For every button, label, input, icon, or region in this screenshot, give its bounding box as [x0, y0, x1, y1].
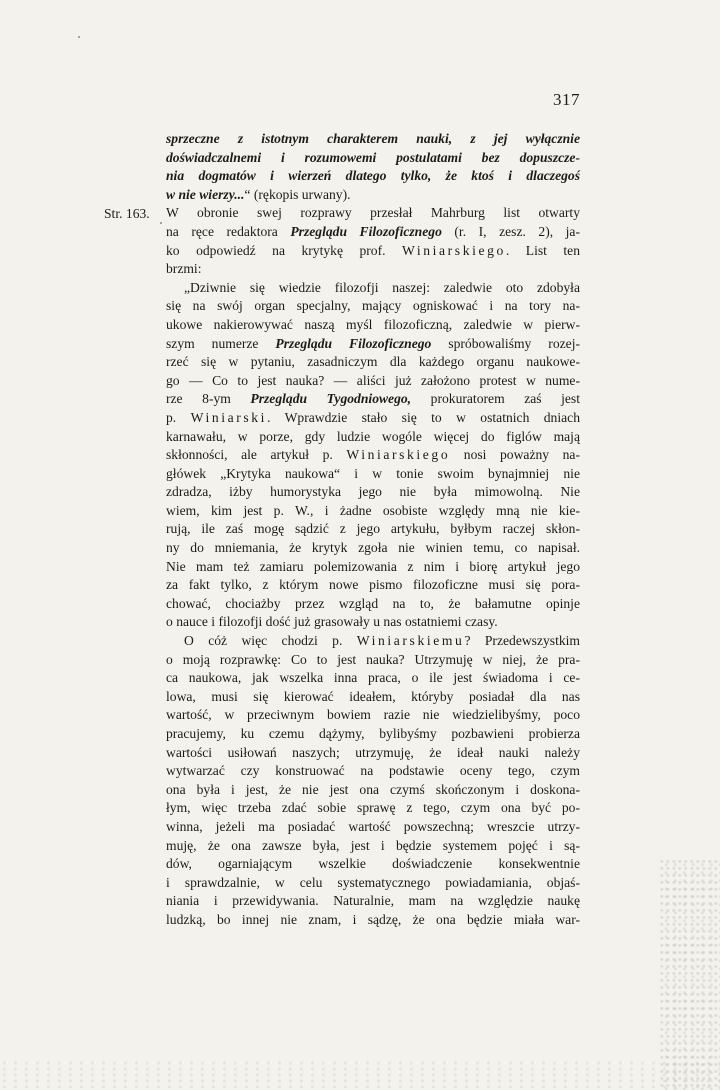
text-line: [166, 520, 580, 539]
italic-text: Przeglądu Filozoficznego: [290, 223, 442, 239]
text-segment: go — Co to jest nauka? — aliści już założono protest w nume-: [166, 372, 580, 388]
text-segment: rzeć się w pytaniu, zasadniczym dla każdego organu naukowe-: [166, 354, 580, 370]
text-segment: wartość, w przeciwnym bowiem razie nie wiedzielibyśmy, poco: [166, 707, 580, 723]
text-line: [166, 558, 580, 577]
text-segment: niania i przewidywania. Naturalnie, mam na względzie naukę: [166, 893, 580, 909]
text-line: [166, 409, 580, 428]
text-segment: ca naukowa, jak wszelka inna praca, o ile jest świadoma i ce-: [166, 670, 580, 686]
text-segment: . Wprawdzie stało się to w ostatnich dniach: [267, 409, 580, 425]
text-line: [166, 149, 580, 168]
text-line: [166, 372, 580, 391]
text-line: [166, 874, 580, 893]
text-line: [166, 390, 580, 409]
print-speck: [160, 222, 162, 224]
text-segment: ludzką, bo innej nie znam, i sądzę, że ona będzie miała war-: [166, 911, 580, 927]
text-segment: “ (rękopis urwany).: [244, 186, 351, 202]
text-line: [166, 465, 580, 484]
text-segment: o nauce i filozofji dość już grasowały u nas ostatniemi czasy.: [166, 614, 498, 630]
text-line: [166, 762, 580, 781]
text-line: [166, 316, 580, 335]
text-segment: ko odpowiedź na krytykę prof.: [166, 242, 403, 258]
text-line: [166, 781, 580, 800]
text-line: [166, 186, 580, 205]
text-line: [166, 279, 580, 298]
italic-text: nia dogmatów i wierzeń dlatego tylko, że ktoś i dlaczegoś: [166, 168, 580, 184]
text-line: [166, 539, 580, 558]
italic-text: sprzeczne z istotnym charakterem nauki, z jej wyłącznie: [166, 131, 580, 146]
text-line: [166, 688, 580, 707]
text-segment: dów, ogarniającym wszelkie doświadczenie konsekwentnie: [166, 856, 580, 872]
text-segment: O cóż więc chodzi p.: [184, 633, 357, 649]
text-segment: wytwarzać czy konstruować na podstawie oceny tego, czym: [166, 763, 580, 779]
text-segment: główek „Krytyka naukowa“ i w tonie swoim bynajmniej nie: [166, 465, 580, 481]
text-line: [166, 818, 580, 837]
italic-text: Przeglądu Filozoficznego: [275, 335, 432, 351]
text-segment: ona była i jest, że nie jest ona czymś skończonym i doskona-: [166, 781, 580, 797]
text-line: [166, 706, 580, 725]
text-line: [166, 911, 580, 930]
text-segment: zdradza, iżby humorystyka jego nie była mimowolną. Nie: [166, 484, 580, 500]
text-segment: rują, ile zaś mogę sądzić z jego artykułu, byłbym raczej skłon-: [166, 521, 580, 537]
text-line: [166, 204, 580, 223]
text-segment: za fakt tylko, z którym nowe pismo filozoficzne musi się pora-: [166, 577, 580, 593]
text-segment: na ręce redaktora: [166, 223, 291, 239]
text-line: [166, 651, 580, 670]
text-line: [166, 837, 580, 856]
text-segment: i sprawdzalnie, w celu systematycznego powiadamiania, objaś-: [166, 874, 580, 890]
paper-edge-noise: [660, 860, 720, 1090]
text-line: [166, 483, 580, 502]
italic-text: Przeglądu Tygodniowego,: [250, 391, 412, 407]
body-text: [166, 130, 580, 930]
spaced-name: Winiarskiego: [402, 242, 506, 258]
paper-bottom-noise: [0, 1060, 720, 1090]
text-line: [166, 446, 580, 465]
spaced-name: Winiarskiemu: [356, 633, 465, 649]
text-segment: ? Przedewszystkim: [464, 633, 581, 649]
text-segment: ny do mniemania, że krytyk zgoła nie winien temu, co napisał.: [166, 540, 580, 556]
text-segment: się na swój organ specjalny, mający ogniskować i na tory na-: [166, 298, 580, 314]
margin-note: Str. 163.: [104, 206, 150, 221]
text-segment: p.: [166, 409, 191, 425]
text-line: [166, 576, 580, 595]
text-line: [166, 632, 580, 651]
text-segment: (r. I, zesz. 2), ja-: [441, 223, 580, 239]
text-segment: spróbowaliśmy rozej-: [431, 335, 580, 351]
text-line: [166, 892, 580, 911]
text-segment: chować, chociażby przez wzgląd na to, że bałamutne opinje: [166, 595, 580, 611]
text-segment: skłonności, ale artykuł p.: [166, 447, 347, 463]
text-line: [166, 744, 580, 763]
text-line: [166, 130, 580, 149]
text-line: [166, 428, 580, 447]
text-segment: lowa, musi się kierować ideałem, któryby posiadał dla nas: [166, 688, 580, 704]
text-segment: W obronie swej rozprawy przesłał Mahrburg list otwarty: [166, 205, 580, 221]
text-segment: prokuratorem zaś jest: [411, 391, 580, 407]
text-segment: . List ten: [505, 242, 581, 258]
text-segment: ukowe nakierowywać naszą myśl filozoficzną, zaledwie w pierw-: [166, 316, 580, 332]
text-segment: pracujemy, ku czemu dążymy, bylibyśmy pozbawieni probierza: [166, 726, 580, 741]
text-segment: brzmi:: [166, 261, 202, 277]
text-segment: Nie mam też zamiaru polemizowania z nim i biorę artykuł jego: [166, 558, 580, 574]
page-number: 317: [553, 90, 580, 109]
text-segment: winna, jeżeli ma posiadać wartość powszechną; wreszcie utrzy-: [166, 818, 580, 834]
text-line: [166, 335, 580, 354]
italic-text: w nie wierzy...: [166, 186, 245, 202]
text-segment: o moją rozprawkę: Co to jest nauka? Utrzymuję w niej, że pra-: [166, 651, 580, 667]
text-line: [166, 167, 580, 186]
text-segment: „Dziwnie się wiedzie filozofji naszej: zaledwie oto zdobyła: [184, 279, 580, 295]
text-line: [166, 223, 580, 242]
spaced-name: Winiarskiego: [346, 447, 451, 463]
text-line: [166, 353, 580, 372]
text-line: [166, 242, 580, 261]
text-line: [166, 297, 580, 316]
text-line: [166, 502, 580, 521]
text-segment: wiem, kim jest p. W., i żadne osobiste względy mną nie kie-: [166, 502, 580, 518]
text-segment: rze 8-ym: [166, 391, 251, 407]
text-segment: muję, że ona zawsze była, jest i będzie systemem pojęć i są-: [166, 837, 580, 853]
text-segment: łym, więc trzeba zdać sobie sprawę z tego, czym ona być po-: [166, 800, 580, 816]
italic-text: doświadczalnemi i rozumowemi postulatami bez dopuszcze-: [166, 149, 580, 165]
text-segment: karnawału, w porze, gdy ludzie wogóle więcej do figlów mają: [166, 428, 580, 444]
text-line: [166, 725, 580, 744]
text-line: [166, 260, 580, 279]
text-segment: nosi poważny na-: [450, 447, 580, 463]
text-line: [166, 595, 580, 614]
print-speck: [78, 36, 80, 38]
spaced-name: Winiarski: [190, 409, 268, 425]
text-line: [166, 613, 580, 632]
text-segment: szym numerze: [166, 335, 276, 351]
text-segment: wartości usiłowań naszych; utrzymuję, że ideał nauki należy: [166, 744, 580, 760]
text-line: [166, 855, 580, 874]
text-line: [166, 669, 580, 688]
text-line: [166, 799, 580, 818]
